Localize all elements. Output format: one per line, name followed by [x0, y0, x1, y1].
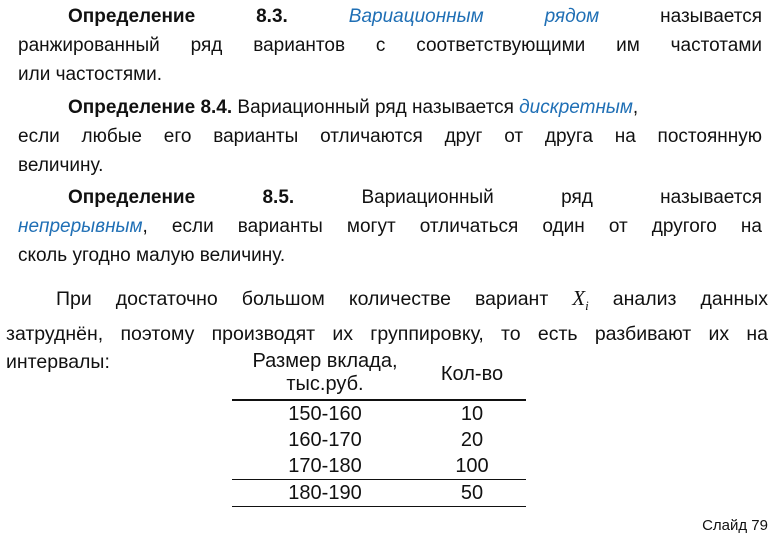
definition-8-5 — [18, 183, 762, 270]
definition-text: , если варианты могут отличаться один от другого на — [142, 216, 762, 237]
table-row — [232, 453, 526, 480]
definition-term: непрерывным — [18, 216, 143, 237]
cell-count: 50 — [418, 480, 526, 507]
column-header-count: Кол-во — [440, 363, 504, 385]
variable-subscript: i — [585, 298, 589, 314]
cell-range: 170-180 — [288, 455, 362, 477]
definition-line: или частостями. — [18, 64, 163, 85]
cell-count: 10 — [460, 403, 484, 425]
definition-line: сколь угодно малую величину. — [18, 245, 286, 266]
definition-text: называется — [660, 6, 762, 27]
paragraph-line: интервалы: — [6, 351, 110, 374]
paragraph-text: При достаточно большом количестве вариант — [56, 288, 549, 310]
cell-count: 20 — [460, 429, 484, 451]
definition-line — [18, 2, 762, 31]
definition-line — [18, 183, 762, 212]
definition-text: Вариационный ряд называется — [237, 97, 514, 118]
variable-symbol: $X_i$ — [572, 286, 589, 314]
table-row — [232, 400, 526, 427]
definition-line — [18, 212, 762, 241]
cell-count: 100 — [455, 455, 489, 477]
deposit-table — [232, 350, 526, 507]
definition-term: дискретным — [519, 97, 633, 118]
column-header-deposit: Размер вклада, тыс.руб. — [252, 350, 398, 395]
paragraph-line: затруднён, поэтому производят их группировку, то есть разбивают их на — [6, 323, 768, 346]
definition-label: Определение 8.5. — [68, 187, 295, 208]
table-row — [232, 480, 526, 507]
definition-line: величину. — [18, 155, 104, 176]
paragraph-text: анализ данных — [612, 288, 769, 310]
definition-line: ранжированный ряд вариантов с соответствующими им частотами — [18, 35, 762, 56]
cell-range: 160-170 — [288, 429, 362, 451]
definition-line: если любые его варианты отличаются друг от друга на постоянную — [18, 126, 762, 147]
table-row — [232, 427, 526, 453]
definition-text: Вариационный ряд называется — [361, 187, 763, 208]
cell-range: 150-160 — [288, 403, 362, 425]
definition-8-4 — [18, 93, 762, 180]
definition-term: Вариационным рядом — [348, 6, 600, 27]
paragraph-line — [6, 284, 768, 320]
definition-label: Определение 8.4. — [68, 97, 233, 118]
table-header-row — [232, 350, 526, 400]
cell-range: 180-190 — [232, 480, 418, 507]
definition-8-3 — [18, 2, 762, 89]
slide-number: Слайд 79 — [702, 517, 768, 534]
definition-line — [18, 93, 762, 122]
definition-punct: , — [632, 97, 639, 118]
definition-label: Определение 8.3. — [68, 6, 288, 27]
